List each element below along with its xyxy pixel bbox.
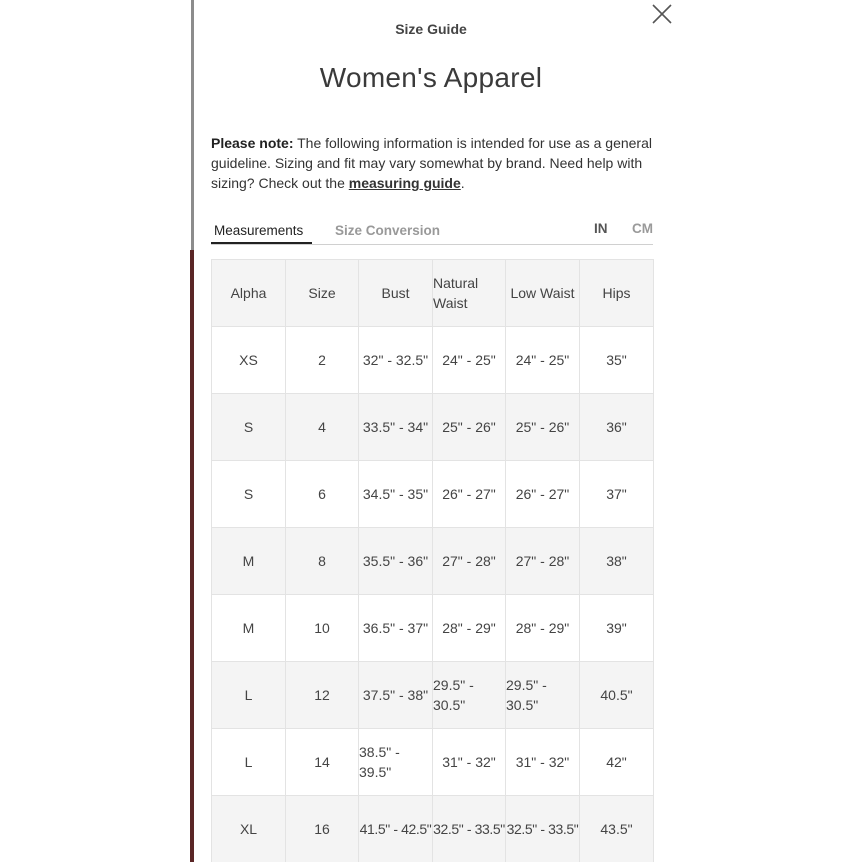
cell-low-waist: 28" - 29" xyxy=(506,595,580,662)
cell-low-waist: 32.5" - 33.5" xyxy=(506,796,580,862)
table-row xyxy=(212,461,654,528)
note-prefix: Please note: xyxy=(211,135,294,151)
cell-natural-waist: 32.5" - 33.5" xyxy=(433,796,506,862)
unit-toggle-in[interactable]: IN xyxy=(594,221,608,236)
header-hips: Hips xyxy=(580,260,654,327)
cell-alpha: XS xyxy=(212,327,286,394)
cell-size: 16 xyxy=(286,796,359,862)
cell-hips: 38" xyxy=(580,528,654,595)
size-table xyxy=(211,259,654,862)
cell-size: 4 xyxy=(286,394,359,461)
header-size: Size xyxy=(286,260,359,327)
cell-hips: 40.5" xyxy=(580,662,654,729)
cell-size: 2 xyxy=(286,327,359,394)
cell-low-waist: 31" - 32" xyxy=(506,729,580,796)
cell-low-waist: 24" - 25" xyxy=(506,327,580,394)
cell-bust: 35.5" - 36" xyxy=(359,528,433,595)
table-row xyxy=(212,729,654,796)
tab-measurements[interactable]: Measurements xyxy=(211,223,312,244)
size-guide-label: Size Guide xyxy=(395,21,467,37)
cell-alpha: L xyxy=(212,729,286,796)
cell-natural-waist: 29.5" - 30.5" xyxy=(433,662,506,729)
cell-size: 6 xyxy=(286,461,359,528)
cell-bust: 37.5" - 38" xyxy=(359,662,433,729)
table-row xyxy=(212,394,654,461)
cell-hips: 37" xyxy=(580,461,654,528)
tab-size-conversion[interactable]: Size Conversion xyxy=(335,223,441,238)
cell-bust: 41.5" - 42.5" xyxy=(359,796,433,862)
cell-size: 10 xyxy=(286,595,359,662)
cell-natural-waist: 28" - 29" xyxy=(433,595,506,662)
cell-bust: 34.5" - 35" xyxy=(359,461,433,528)
header-low-waist: Low Waist xyxy=(506,260,580,327)
page-title: Women's Apparel xyxy=(319,62,543,93)
cell-size: 12 xyxy=(286,662,359,729)
table-row xyxy=(212,595,654,662)
measuring-guide-link[interactable]: measuring guide xyxy=(348,175,461,191)
cell-alpha: M xyxy=(212,595,286,662)
background-page xyxy=(0,0,192,862)
table-row xyxy=(212,796,654,862)
cell-alpha: S xyxy=(212,394,286,461)
cell-bust: 36.5" - 37" xyxy=(359,595,433,662)
table-row xyxy=(212,662,654,729)
cell-low-waist: 26" - 27" xyxy=(506,461,580,528)
cell-hips: 43.5" xyxy=(580,796,654,862)
header-natural-waist: Natural Waist xyxy=(433,260,506,327)
table-header-row xyxy=(212,260,654,327)
unit-toggle-cm[interactable]: CM xyxy=(632,221,653,236)
cell-low-waist: 27" - 28" xyxy=(506,528,580,595)
cell-natural-waist: 25" - 26" xyxy=(433,394,506,461)
note-suffix: . xyxy=(460,175,465,191)
cell-natural-waist: 31" - 32" xyxy=(433,729,506,796)
cell-hips: 35" xyxy=(580,327,654,394)
cell-alpha: M xyxy=(212,528,286,595)
cell-bust: 33.5" - 34" xyxy=(359,394,433,461)
cell-alpha: L xyxy=(212,662,286,729)
tabs-divider xyxy=(211,244,653,245)
cell-hips: 39" xyxy=(580,595,654,662)
note-text: The following information is intended for use as a general guideline. Sizing and fit may vary somewhat by brand. Need help with sizing? Check out the xyxy=(211,135,652,191)
cell-natural-waist: 27" - 28" xyxy=(433,528,506,595)
table-row xyxy=(212,528,654,595)
cell-alpha: S xyxy=(212,461,286,528)
cell-low-waist: 25" - 26" xyxy=(506,394,580,461)
cell-hips: 42" xyxy=(580,729,654,796)
cell-natural-waist: 24" - 25" xyxy=(433,327,506,394)
table-row xyxy=(212,327,654,394)
sizing-note xyxy=(211,133,656,193)
cell-bust: 38.5" - 39.5" xyxy=(359,729,433,796)
header-alpha: Alpha xyxy=(212,260,286,327)
cell-natural-waist: 26" - 27" xyxy=(433,461,506,528)
cell-alpha: XL xyxy=(212,796,286,862)
cell-size: 14 xyxy=(286,729,359,796)
cell-bust: 32" - 32.5" xyxy=(359,327,433,394)
cell-size: 8 xyxy=(286,528,359,595)
cell-low-waist: 29.5" - 30.5" xyxy=(506,662,580,729)
cell-hips: 36" xyxy=(580,394,654,461)
header-bust: Bust xyxy=(359,260,433,327)
